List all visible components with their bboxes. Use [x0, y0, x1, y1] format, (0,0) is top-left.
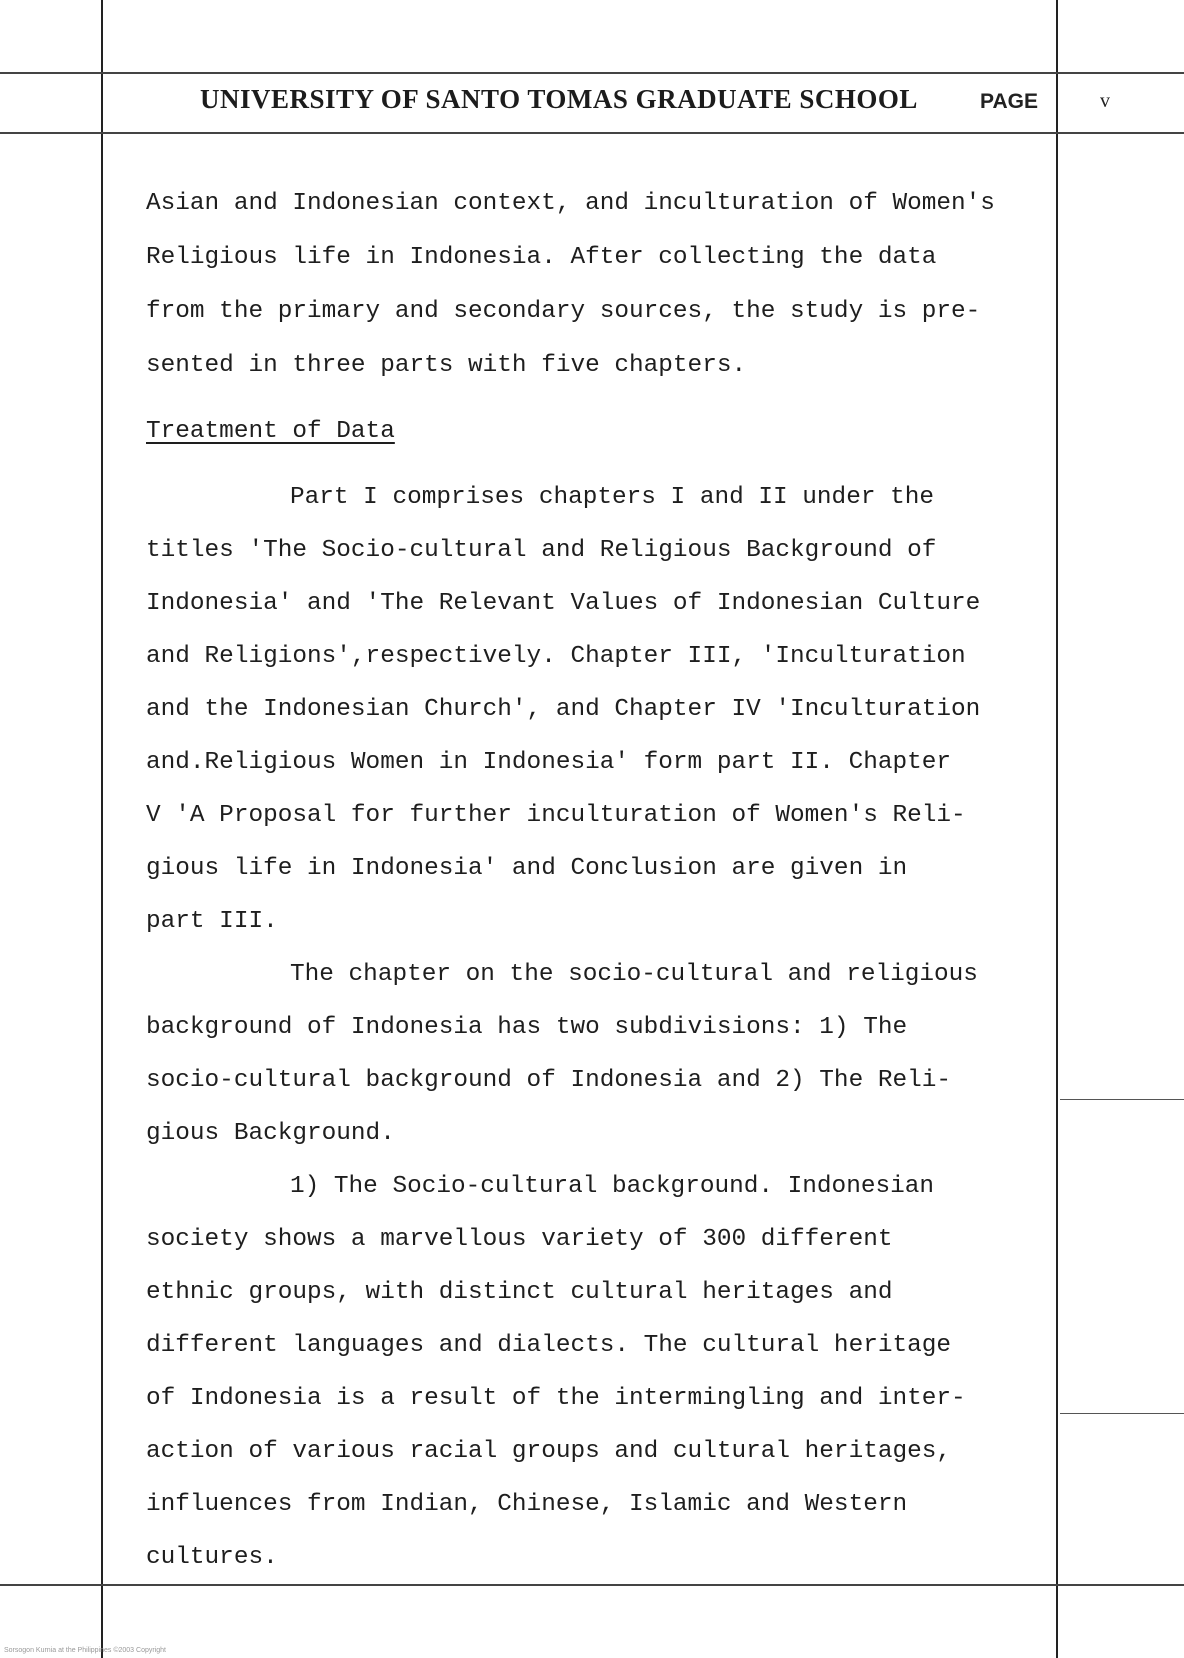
paragraph-line: part III.	[146, 908, 278, 935]
paragraph-line: cultures.	[146, 1544, 278, 1571]
header-page-label: PAGE	[980, 90, 1038, 113]
paragraph-line: Indonesia' and 'The Relevant Values of Indonesian Culture	[146, 590, 981, 617]
paragraph-line: 1) The Socio-cultural background. Indonesian	[290, 1173, 935, 1200]
right-margin-rule	[1056, 0, 1058, 1658]
margin-tick-2	[1060, 1413, 1184, 1414]
body-line: sented in three parts with five chapters.	[146, 352, 747, 379]
paragraph-line: socio-cultural background of Indonesia and 2) The Reli-	[146, 1067, 952, 1094]
paragraph-line: gious Background.	[146, 1120, 395, 1147]
paragraph-line: titles 'The Socio-cultural and Religious Background of	[146, 537, 937, 564]
body-line: from the primary and secondary sources, the study is pre-	[146, 298, 981, 325]
paragraph-line: and.Religious Women in Indonesia' form part II. Chapter	[146, 749, 952, 776]
paragraph-line: Part I comprises chapters I and II under the	[290, 484, 935, 511]
paragraph-line: and the Indonesian Church', and Chapter IV 'Inculturation	[146, 696, 981, 723]
body-line: Religious life in Indonesia. After collecting the data	[146, 244, 937, 271]
paragraph-line: The chapter on the socio-cultural and religious	[290, 961, 978, 988]
header-institution: UNIVERSITY OF SANTO TOMAS GRADUATE SCHOOL	[200, 84, 918, 114]
paragraph-line: V 'A Proposal for further inculturation of Women's Reli-	[146, 802, 966, 829]
header-top-rule	[0, 72, 1184, 74]
left-margin-rule	[101, 0, 103, 1658]
paragraph-line: ethnic groups, with distinct cultural heritages and	[146, 1279, 893, 1306]
paragraph-line: and Religions',respectively. Chapter III, 'Inculturation	[146, 643, 966, 670]
margin-tick-1	[1060, 1099, 1184, 1100]
footer-scan-note: Sorsogon Kurnia at the Philippines ©2003 Copyright	[4, 1647, 166, 1654]
header-page-number: v	[1100, 90, 1110, 112]
paragraph-line: different languages and dialects. The cultural heritage	[146, 1332, 952, 1359]
body-line: Asian and Indonesian context, and inculturation of Women's	[146, 190, 995, 217]
header-bottom-rule	[0, 132, 1184, 134]
section-heading: Treatment of Data	[146, 418, 395, 445]
paragraph-line: of Indonesia is a result of the intermingling and inter-	[146, 1385, 966, 1412]
paragraph-line: gious life in Indonesia' and Conclusion are given in	[146, 855, 908, 882]
paragraph-line: society shows a marvellous variety of 300 different	[146, 1226, 893, 1253]
footer-rule	[0, 1584, 1184, 1586]
paragraph-line: influences from Indian, Chinese, Islamic and Western	[146, 1491, 908, 1518]
paragraph-line: background of Indonesia has two subdivisions: 1) The	[146, 1014, 908, 1041]
paragraph-line: action of various racial groups and cultural heritages,	[146, 1438, 952, 1465]
